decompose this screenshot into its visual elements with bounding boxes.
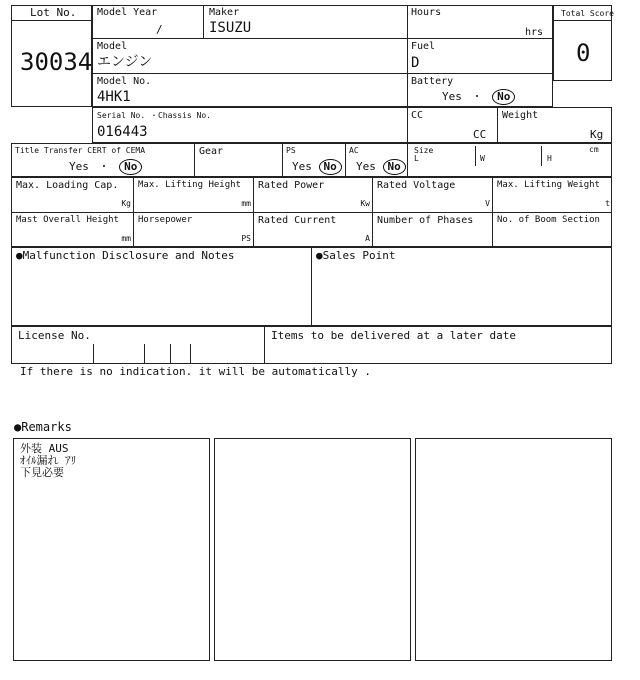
ac-options bbox=[356, 159, 406, 175]
lot-label: Lot No. bbox=[30, 6, 77, 19]
spec-label: Max. Loading Cap. bbox=[16, 180, 119, 191]
battery-options bbox=[442, 89, 515, 105]
maker-label: Maker bbox=[209, 7, 240, 18]
battery-sep: ・ bbox=[471, 90, 483, 103]
ps-label: PS bbox=[286, 146, 296, 155]
model-year-label: Model Year bbox=[97, 7, 158, 18]
title-transfer-sep: ・ bbox=[98, 160, 110, 173]
remarks-text bbox=[20, 443, 76, 479]
ac-no-selected: No bbox=[383, 159, 406, 175]
weight-label: Weight bbox=[502, 110, 539, 121]
license-divider bbox=[190, 344, 191, 364]
license-label: License No. bbox=[18, 329, 91, 342]
spec-label: Number of Phases bbox=[377, 215, 474, 226]
spec-label: Rated Voltage bbox=[377, 180, 456, 191]
maker-value: ISUZU bbox=[209, 20, 252, 36]
title-transfer-yes: Yes bbox=[69, 160, 89, 173]
spec-label: Rated Power bbox=[258, 180, 325, 191]
size-h: H bbox=[547, 154, 552, 163]
spec-unit: Kg bbox=[121, 199, 131, 208]
remarks-line: 外装 AUS bbox=[20, 442, 69, 455]
license-divider bbox=[93, 344, 94, 364]
gear-label: Gear bbox=[199, 146, 224, 157]
model-value: エンジン bbox=[97, 54, 153, 70]
ac-label: AC bbox=[349, 146, 359, 155]
ps-options bbox=[292, 159, 342, 175]
ps-no-selected: No bbox=[319, 159, 342, 175]
fuel-label: Fuel bbox=[411, 41, 436, 52]
serial-value: 016443 bbox=[97, 124, 148, 140]
remarks-box-3 bbox=[415, 438, 612, 661]
license-divider bbox=[170, 344, 171, 364]
model-no-value: 4HK1 bbox=[97, 89, 131, 105]
cc-unit: CC bbox=[473, 128, 487, 141]
model-year-value: / bbox=[156, 23, 163, 36]
size-label: Size bbox=[414, 146, 434, 155]
later-items-label: Items to be delivered at a later date bbox=[271, 329, 517, 342]
size-w: W bbox=[480, 154, 485, 163]
spec-unit: A bbox=[365, 234, 370, 243]
model-no-label: Model No. bbox=[97, 76, 152, 87]
spec-label: No. of Boom Section bbox=[497, 215, 600, 225]
license-divider bbox=[144, 344, 145, 364]
spec-label: Horsepower bbox=[138, 215, 193, 225]
spec-label: Mast Overall Height bbox=[16, 215, 119, 225]
spec-unit: t bbox=[605, 199, 610, 208]
title-transfer-label: Title Transfer CERT of CEMA bbox=[15, 146, 146, 155]
model-label: Model bbox=[97, 41, 128, 52]
weight-unit: Kg bbox=[590, 128, 604, 141]
battery-yes: Yes bbox=[442, 90, 462, 103]
spec-label: Max. Lifting Weight bbox=[497, 180, 600, 190]
spec-label: Max. Lifting Height bbox=[138, 180, 241, 190]
title-transfer-options bbox=[69, 159, 142, 175]
battery-no-selected: No bbox=[492, 89, 515, 105]
size-l: L bbox=[414, 154, 419, 163]
lot-number: 30034 bbox=[20, 48, 93, 76]
malfunction-label: ●Malfunction Disclosure and Notes bbox=[16, 249, 235, 262]
ps-yes: Yes bbox=[292, 160, 312, 173]
serial-label: Serial No. ・Chassis No. bbox=[97, 111, 211, 120]
fuel-value: D bbox=[411, 55, 420, 71]
total-score-label: Total Score bbox=[561, 9, 614, 18]
size-unit: cm bbox=[589, 145, 599, 154]
remarks-line: ｵｲﾙ漏れ ｱﾘ bbox=[20, 454, 77, 467]
ac-yes: Yes bbox=[356, 160, 376, 173]
spec-unit: mm bbox=[121, 234, 131, 243]
sales-point-label: ●Sales Point bbox=[316, 249, 396, 262]
auto-note: If there is no indication. it will be automatically . bbox=[20, 365, 371, 378]
remarks-box-2 bbox=[214, 438, 411, 661]
spec-unit: PS bbox=[241, 234, 251, 243]
battery-label: Battery bbox=[411, 76, 454, 87]
cc-label: CC bbox=[411, 110, 424, 121]
spec-unit: V bbox=[485, 199, 490, 208]
hours-unit: hrs bbox=[525, 27, 544, 38]
hours-label: Hours bbox=[411, 7, 442, 18]
spec-unit: mm bbox=[241, 199, 251, 208]
spec-unit: Kw bbox=[360, 199, 370, 208]
title-transfer-no-selected: No bbox=[119, 159, 142, 175]
remarks-line: 下見必要 bbox=[20, 466, 64, 479]
remarks-label: ●Remarks bbox=[14, 420, 72, 434]
total-score-value: 0 bbox=[576, 39, 591, 67]
spec-label: Rated Current bbox=[258, 215, 337, 226]
